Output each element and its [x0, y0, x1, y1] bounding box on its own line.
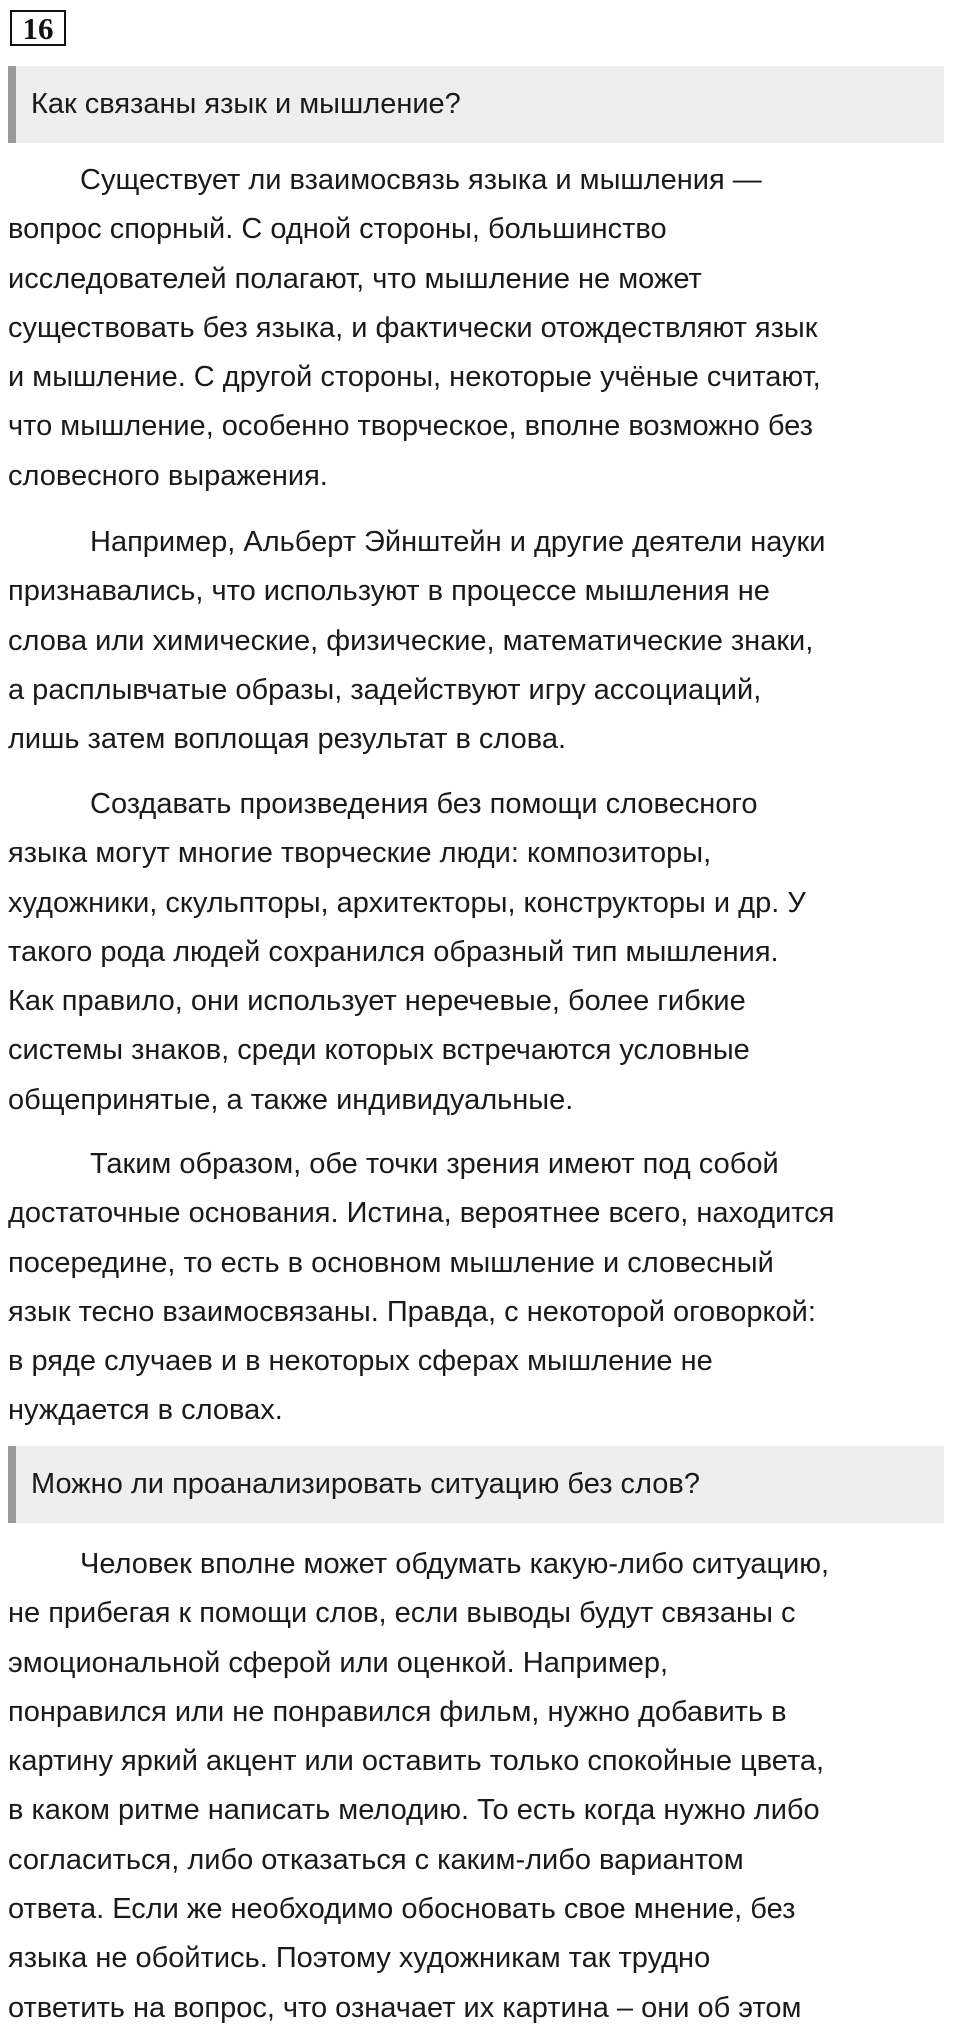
text-line: посередине, то есть в основном мышление и словесный — [8, 1246, 774, 1279]
text-line: нуждается в словах. — [8, 1394, 283, 1427]
text-line: язык тесно взаимосвязаны. Правда, с некоторой оговоркой: — [8, 1295, 816, 1328]
text-line: Например, Альберт Эйнштейн и другие деятели науки — [90, 526, 826, 558]
text-line: и мышление. С другой стороны, некоторые учёные считают, — [8, 361, 821, 394]
text-line: не прибегая к помощи слов, если выводы будут связаны с — [8, 1597, 796, 1630]
text-line: Создавать произведения без помощи словесного — [90, 788, 758, 820]
text-line: согласиться, либо отказаться с каким-либо вариантом — [8, 1843, 744, 1876]
text-line: а расплывчатые образы, задействуют игру ассоциаций, — [8, 673, 762, 706]
text-line: исследователей полагают, что мышление не может — [8, 262, 702, 295]
paragraph-2-1 — [8, 1540, 958, 2033]
text-line: такого рода людей сохранился образный тип мышления. — [8, 935, 779, 968]
text-line: достаточные основания. Истина, вероятнее всего, находится — [8, 1197, 835, 1230]
question-heading-2: Можно ли проанализировать ситуацию без слов? — [8, 1446, 944, 1523]
paragraph-1-1 — [8, 156, 958, 501]
text-line: лишь затем воплощая результат в слова. — [8, 723, 567, 756]
text-line: языка могут многие творческие люди: композиторы, — [8, 837, 712, 870]
task-number-badge: 16 — [10, 10, 66, 46]
question-heading-1: Как связаны язык и мышление? — [8, 66, 944, 143]
text-line: ответить на вопрос, что означает их картина – они об этом — [8, 1991, 802, 2024]
text-line: понравился или не понравился фильм, нужно добавить в — [8, 1695, 787, 1728]
text-line: Таким образом, обе точки зрения имеют под собой — [90, 1148, 779, 1180]
text-line: общепринятые, а также индивидуальные. — [8, 1083, 574, 1116]
text-line: существовать без языка, и фактически отождествляют язык — [8, 311, 818, 344]
text-line: в каком ритме написать мелодию. То есть когда нужно либо — [8, 1794, 820, 1827]
text-line: картину яркий акцент или оставить только спокойные цвета, — [8, 1745, 825, 1778]
paragraph-1-2 — [8, 518, 958, 764]
text-line: в ряде случаев и в некоторых сферах мышление не — [8, 1345, 713, 1378]
text-line: словесного выражения. — [8, 459, 328, 492]
text-line: художники, скульпторы, архитекторы, конструкторы и др. У — [8, 886, 806, 919]
paragraph-1-3 — [8, 780, 958, 1125]
text-line: признавались, что используют в процессе мышления не — [8, 575, 770, 608]
text-line: вопрос спорный. С одной стороны, большинство — [8, 213, 667, 246]
text-line: Как правило, они использует неречевые, более гибкие — [8, 985, 746, 1018]
paragraph-1-4 — [8, 1140, 958, 1436]
text-line: эмоциональной сферой или оценкой. Например, — [8, 1646, 669, 1679]
text-line: Существует ли взаимосвязь языка и мышления — — [80, 164, 762, 196]
text-line: что мышление, особенно творческое, вполне возможно без — [8, 410, 813, 443]
text-line: языка не обойтись. Поэтому художникам так трудно — [8, 1942, 711, 1975]
text-line: системы знаков, среди которых встречаются условные — [8, 1034, 750, 1067]
text-line: слова или химические, физические, математические знаки, — [8, 624, 814, 657]
text-line: Человек вполне может обдумать какую-либо ситуацию, — [80, 1548, 830, 1580]
text-line: ответа. Если же необходимо обосновать свое мнение, без — [8, 1893, 796, 1926]
